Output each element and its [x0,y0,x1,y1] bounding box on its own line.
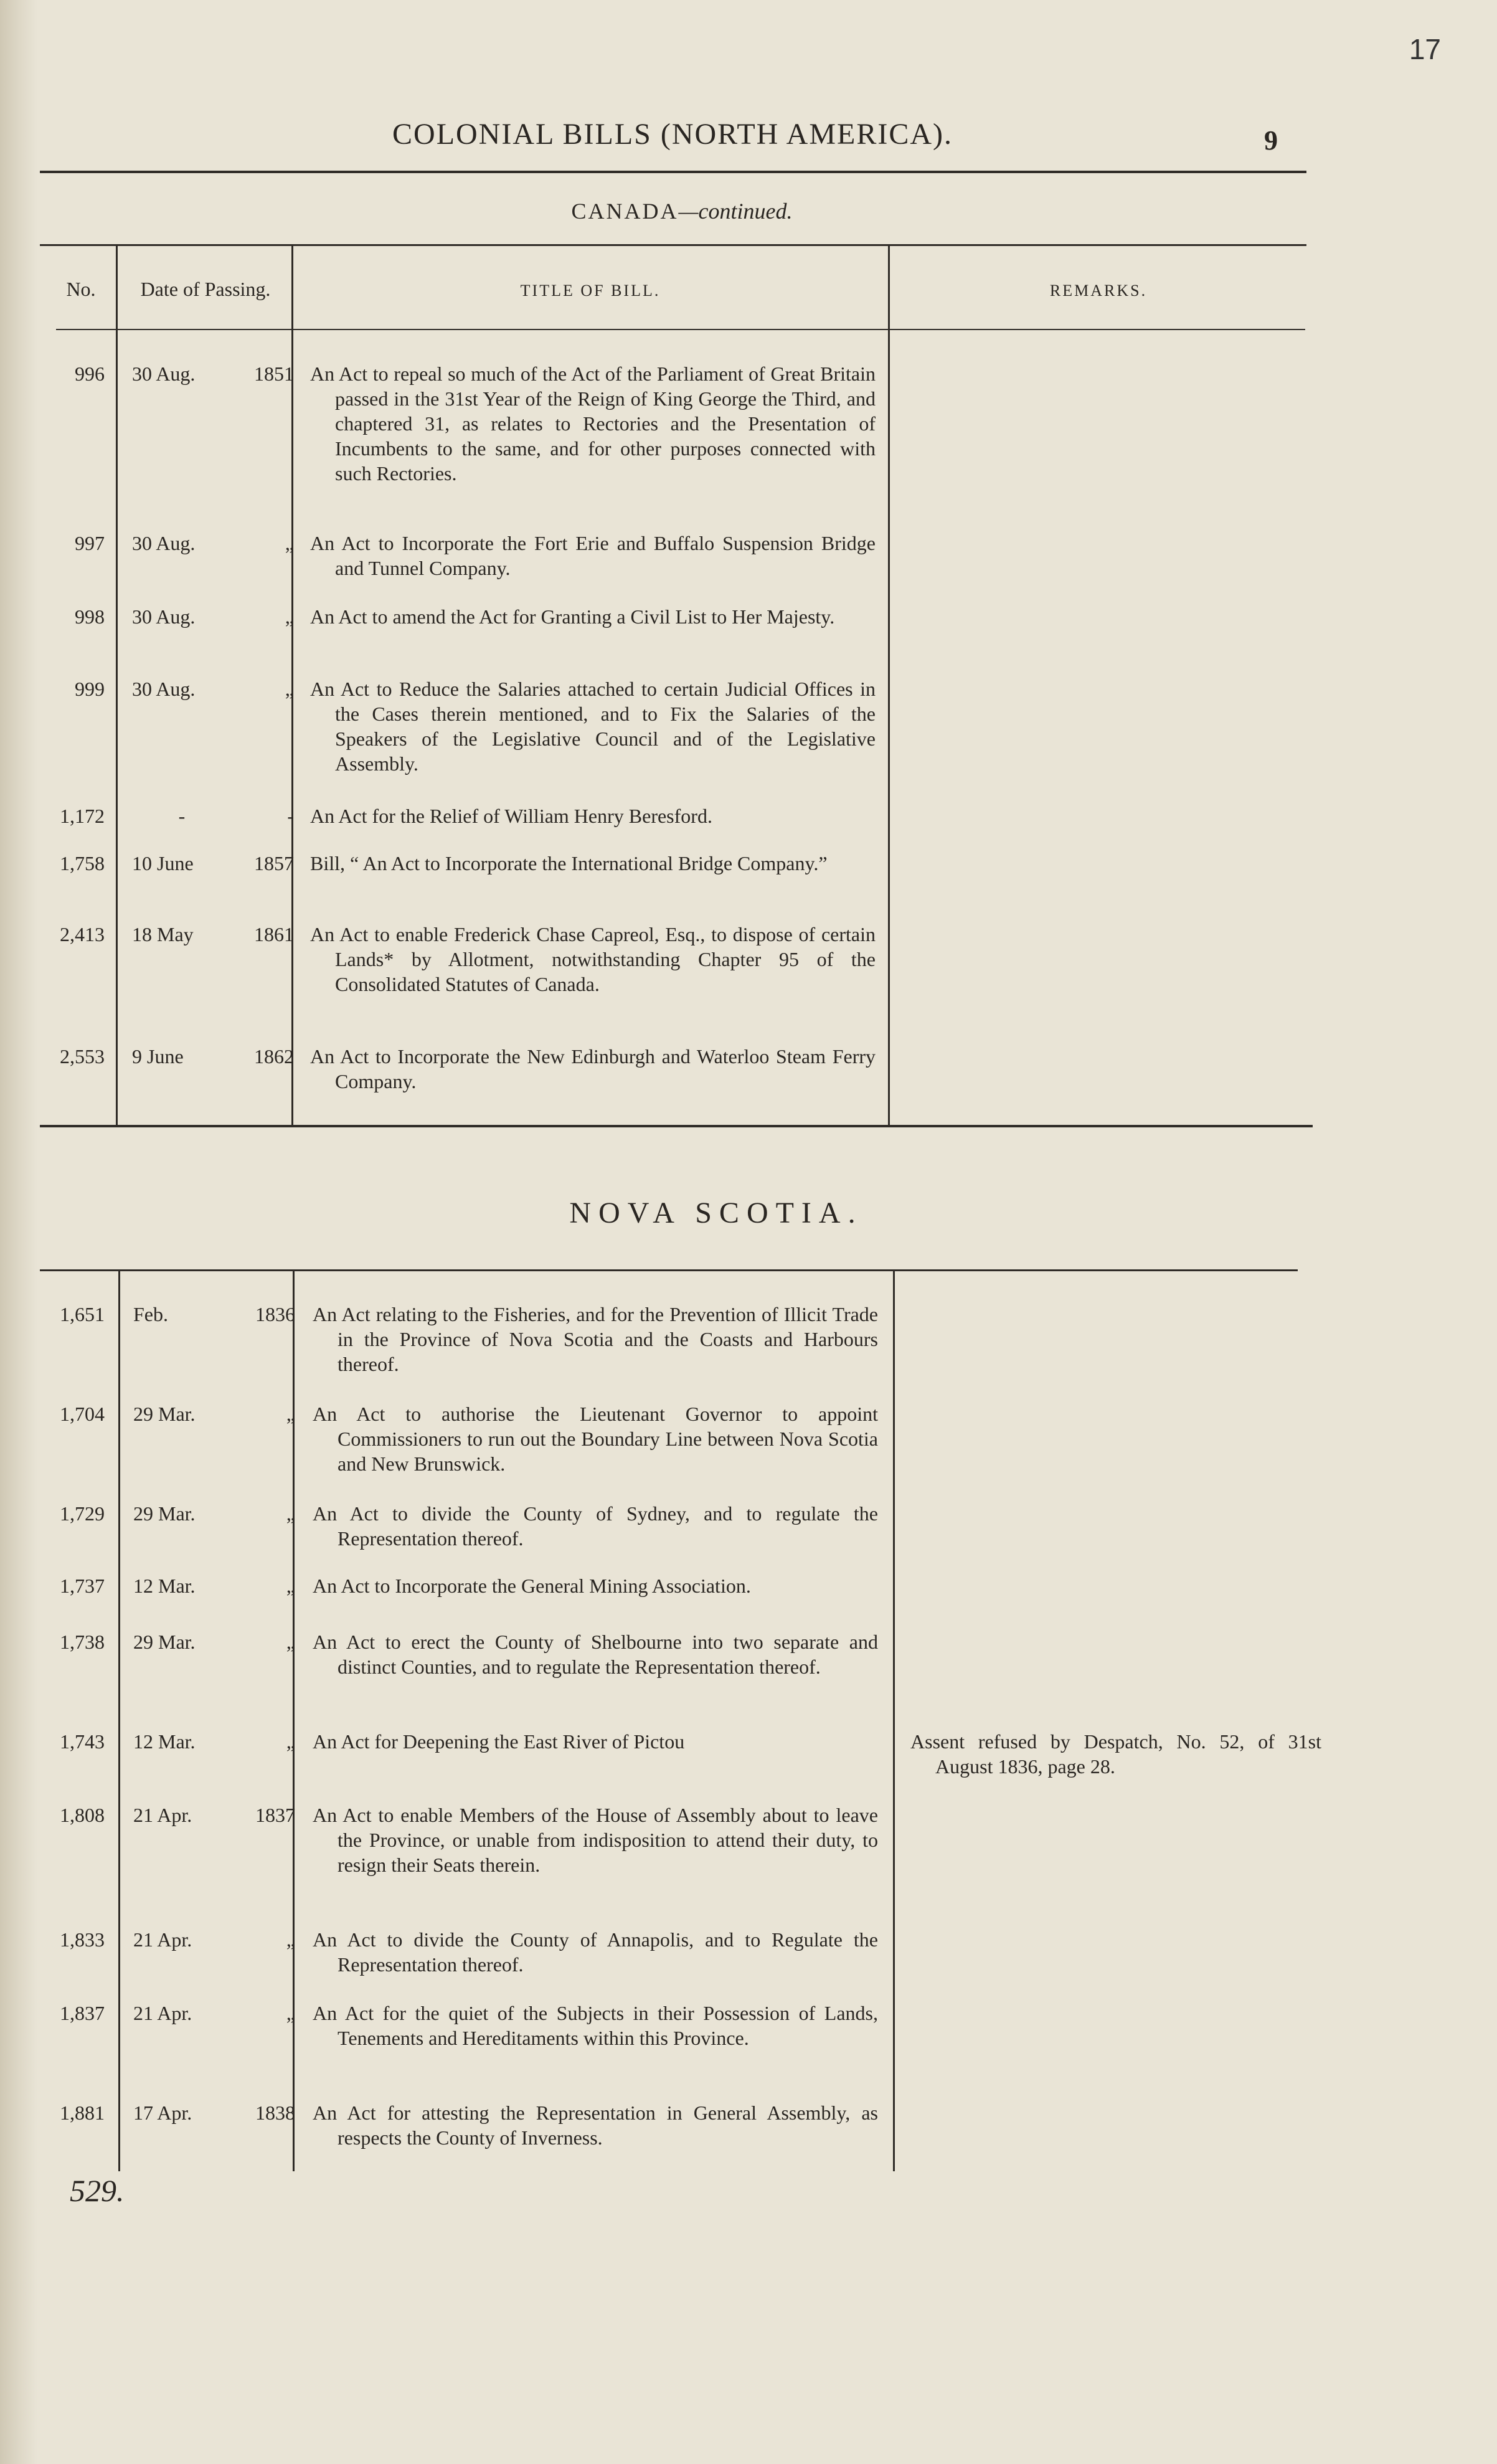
date-month: 21 Apr. [133,2002,192,2024]
bill-title: An Act to Incorporate the New Edinburgh and Waterloo Steam Ferry Company. [310,1045,876,1092]
bill-number: 1,743 [60,1730,105,1753]
bill-number: 1,729 [60,1502,105,1525]
date-of-passing [133,1302,308,1327]
date-year: „ [286,1502,295,1525]
section-heading-nova-scotia: NOVA SCOTIA. [569,1196,863,1230]
date-of-passing [133,1729,308,1754]
date-month: 12 Mar. [133,1730,196,1753]
date-month: 10 June [132,852,194,874]
date-year: „ [286,1730,295,1753]
section-heading-canada: CANADA—continued. [571,199,793,224]
bill-title: An Act to enable Members of the House of Assembly about to leave the Province, or unable from indisposition to attend their duty, to resign their Seats therein. [313,1804,878,1876]
date-year: 1861 [254,923,294,945]
bill-number: 1,808 [60,1804,105,1826]
date-year: 1837 [255,1804,295,1826]
bill-title: An Act to enable Frederick Chase Capreol, Esq., to dispose of certain Lands* by Allotment, notwithstanding Chapter 95 of the Consolidated Statutes of Canada. [310,923,876,995]
date-year: 1836 [255,1303,295,1325]
date-month: Feb. [133,1303,168,1325]
date-month: 29 Mar. [133,1403,196,1425]
bill-number: 1,881 [60,2102,105,2124]
date-of-passing [132,361,306,386]
date-year: „ [285,532,294,554]
bill-title: An Act relating to the Fisheries, and for the Prevention of Illicit Trade in the Province of Nova Scotia and the Coasts and Harbours thereof. [313,1303,878,1375]
bill-title: An Act to Incorporate the General Mining Association. [313,1575,751,1597]
date-of-passing [133,2001,308,2026]
date-month: 30 Aug. [132,362,196,385]
bill-title: An Act to amend the Act for Granting a Civil List to Her Majesty. [310,605,835,628]
date-month: 12 Mar. [133,1575,196,1597]
date-of-passing [133,1401,308,1426]
column-header-remarks: REMARKS. [1049,282,1148,300]
archive-page-number: 17 [1409,33,1441,65]
bill-title: Bill, “ An Act to Incorporate the International Bridge Company.” [310,852,828,874]
date-year: 1862 [254,1045,294,1068]
date-of-passing [133,1573,308,1598]
date-month: 9 June [132,1045,184,1068]
date-year: 1838 [255,2102,295,2124]
header-bottom-rule [56,329,1305,330]
date-of-passing [132,922,306,947]
bill-title: An Act to authorise the Lieutenant Governor to appoint Commissioners to run out the Boundary Line between Nova Scotia and New Brunswick. [313,1403,878,1475]
date-month: - [178,805,186,827]
bill-number: 1,738 [60,1631,105,1653]
date-of-passing [132,803,306,828]
date-of-passing [133,1501,308,1526]
date-month: 29 Mar. [133,1502,196,1525]
date-year: „ [286,1403,295,1425]
date-month: 29 Mar. [133,1631,196,1653]
bill-title: An Act to repeal so much of the Act of the Parliament of Great Britain passed in the 31st Year of the Reign of King George the Third, and chaptered 31, as relates to Rectories and the Presentation of Incumbents to the same, and for other purposes connected with such Rectories. [310,362,876,485]
date-of-passing [133,1803,308,1827]
bill-title: An Act for Deepening the East River of Pictou [313,1730,685,1753]
date-year: „ [285,678,294,700]
date-year: „ [286,1928,295,1951]
bill-title: An Act to Incorporate the Fort Erie and Buffalo Suspension Bridge and Tunnel Company. [310,532,876,579]
bill-title: An Act to erect the County of Shelbourne into two separate and distinct Counties, and to regulate the Representation thereof. [313,1631,878,1678]
column-rule [118,1271,120,2171]
bill-number: 1,837 [60,2002,105,2024]
bill-number: 1,704 [60,1403,105,1425]
date-month: 17 Apr. [133,2102,192,2124]
bill-number: 998 [75,605,105,628]
date-of-passing [133,1629,308,1654]
date-year: „ [286,2002,295,2024]
date-of-passing [132,851,306,876]
date-of-passing [132,676,306,701]
date-of-passing [133,2100,308,2125]
date-of-passing [132,604,306,629]
date-month: 30 Aug. [132,532,196,554]
header-rule [40,171,1306,173]
bill-number: 1,758 [60,852,105,874]
date-year: - [287,805,294,827]
date-year: „ [285,605,294,628]
bill-title: An Act to divide the County of Sydney, and to regulate the Representation thereof. [313,1502,878,1550]
date-month: 30 Aug. [132,605,196,628]
date-year: 1851 [254,362,294,385]
date-month: 21 Apr. [133,1804,192,1826]
bill-title: An Act to Reduce the Salaries attached to certain Judicial Offices in the Cases therein mentioned, and to Fix the Salaries of the Speakers of the Legislative Council and of the Legislative Assembly. [310,678,876,775]
bill-remark: Assent refused by Despatch, No. 52, of 31st August 1836, page 28. [910,1730,1321,1778]
bill-number: 1,833 [60,1928,105,1951]
bill-number: 2,413 [60,923,105,945]
column-header-date: Date of Passing. [140,278,271,300]
column-rule [888,245,890,1125]
date-year: 1857 [254,852,294,874]
bill-number: 999 [75,678,105,700]
table-bottom-rule [40,1125,1313,1127]
bill-number: 1,737 [60,1575,105,1597]
bill-number: 2,553 [60,1045,105,1068]
table-top-rule [40,1269,1298,1271]
date-of-passing [132,1044,306,1069]
date-month: 18 May [132,923,194,945]
column-rule [893,1271,895,2171]
bill-title: An Act to divide the County of Annapolis, and to Regulate the Representation thereof. [313,1928,878,1976]
page-number: 9 [1264,125,1278,156]
date-month: 30 Aug. [132,678,196,700]
date-month: 21 Apr. [133,1928,192,1951]
folio-number: 529. [70,2173,125,2208]
date-of-passing [133,1927,308,1952]
date-year: „ [286,1631,295,1653]
bill-title: An Act for the quiet of the Subjects in their Possession of Lands, Tenements and Hereditaments within this Province. [313,2002,878,2049]
column-header-title: TITLE OF BILL. [520,282,661,300]
table-top-rule [40,244,1306,246]
running-head: COLONIAL BILLS (NORTH AMERICA). [392,118,953,151]
bill-title: An Act for the Relief of William Henry Beresford. [310,805,712,827]
column-rule [116,245,118,1125]
bill-number: 996 [75,362,105,385]
date-of-passing [132,531,306,556]
date-year: „ [286,1575,295,1597]
column-header-no: No. [66,278,96,300]
bill-number: 1,651 [60,1303,105,1325]
bill-title: An Act for attesting the Representation in General Assembly, as respects the County of Inverness. [313,2102,878,2149]
bill-number: 997 [75,532,105,554]
bill-number: 1,172 [60,805,105,827]
